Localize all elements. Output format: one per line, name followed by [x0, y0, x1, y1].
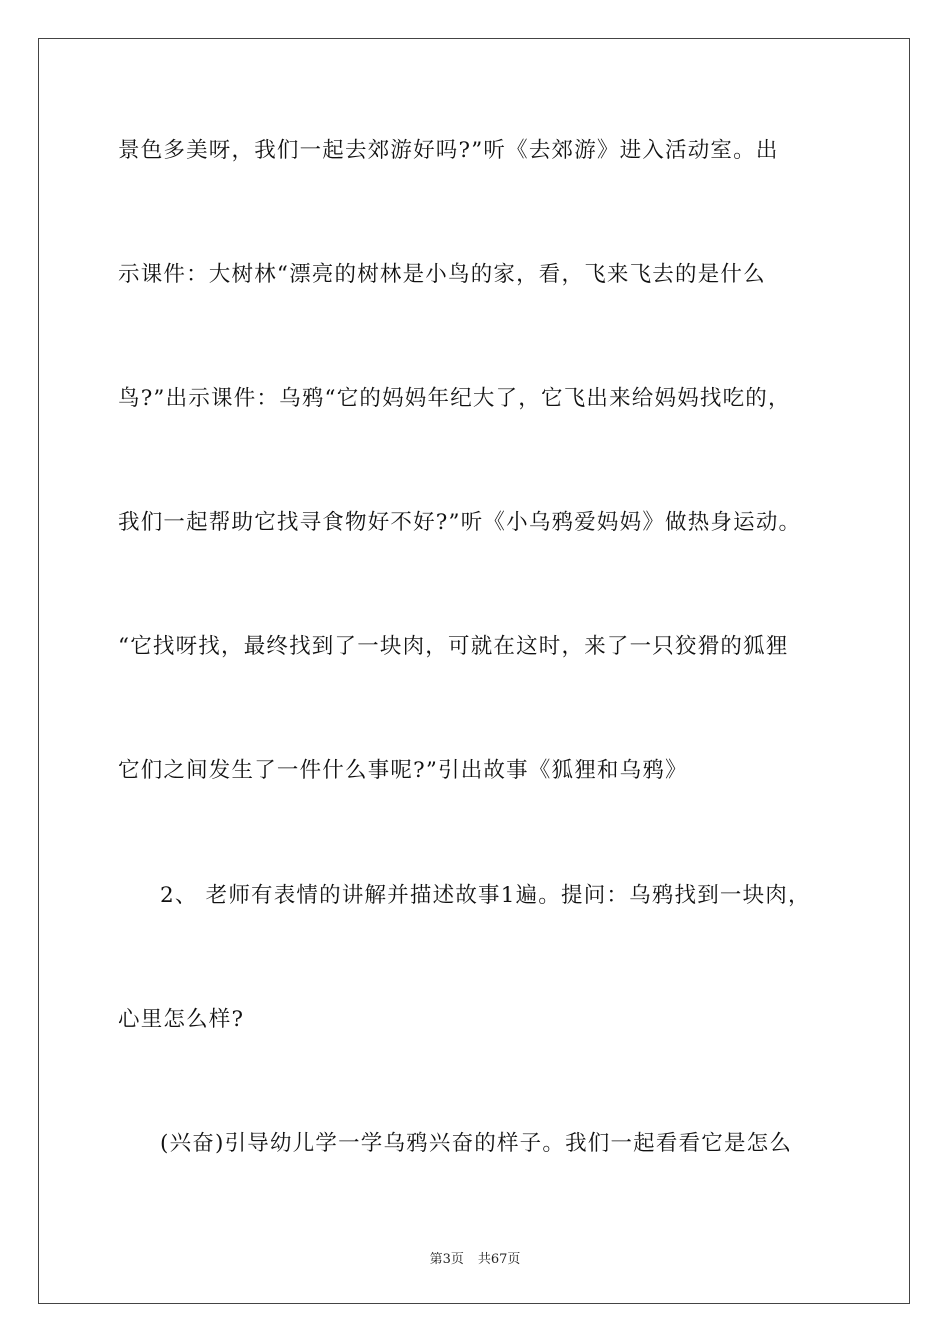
total-pages: 共67页 [477, 1252, 521, 1267]
body-text-line: “它找呀找，最终找到了一块肉，可就在这时，来了一只狡猾的狐狸 [118, 634, 789, 659]
page-border [38, 38, 910, 1304]
body-text-line: 心里怎么样? [118, 1007, 245, 1032]
body-text-line: 景色多美呀，我们一起去郊游好吗?”听《去郊游》进入活动室。出 [118, 138, 779, 163]
body-text-line: (兴奋)引导幼儿学一学乌鸦兴奋的样子。我们一起看看它是怎么 [160, 1131, 793, 1156]
body-text-line: 鸟?”出示课件：乌鸦“它的妈妈年纪大了，它飞出来给妈妈找吃的， [118, 386, 791, 411]
page-footer [0, 1248, 950, 1267]
body-text-line: 我们一起帮助它找寻食物好不好?”听《小乌鸦爱妈妈》做热身运动。 [118, 510, 802, 535]
body-text-line: 2、 老师有表情的讲解并描述故事1遍。提问：乌鸦找到一块肉， [160, 883, 811, 908]
body-text-line: 示课件：大树林“漂亮的树林是小鸟的家，看，飞来飞去的是什么 [118, 262, 766, 287]
body-text-line: 它们之间发生了一件什么事呢?”引出故事《狐狸和乌鸦》 [118, 758, 688, 783]
page-number: 第3页 [429, 1252, 464, 1267]
